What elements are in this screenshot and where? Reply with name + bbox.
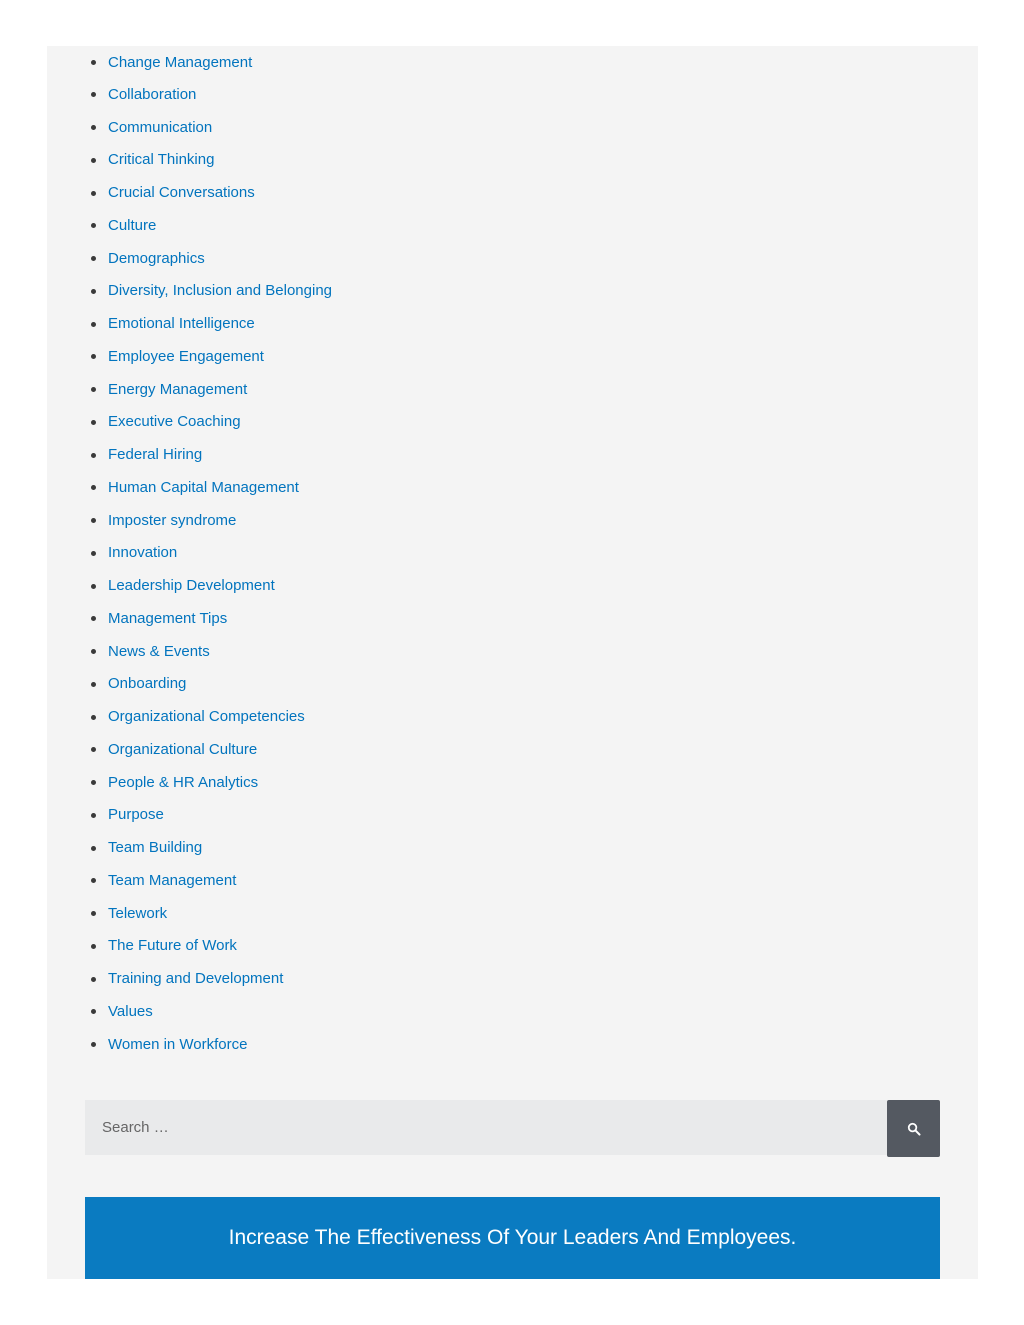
list-item — [89, 406, 332, 439]
list-item — [89, 111, 332, 144]
list-item — [89, 668, 332, 701]
list-item — [89, 635, 332, 668]
category-link[interactable]: Diversity, Inclusion and Belonging — [108, 282, 333, 300]
category-link[interactable]: Communication — [108, 118, 213, 136]
list-item — [89, 930, 332, 963]
bullet-icon — [91, 846, 96, 851]
bullet-icon — [91, 551, 96, 556]
bullet-icon — [91, 354, 96, 359]
category-list — [89, 46, 332, 1061]
bullet-icon — [91, 944, 96, 949]
bullet-icon — [91, 322, 96, 327]
bullet-icon — [91, 60, 96, 65]
category-link[interactable]: Team Management — [108, 871, 237, 889]
category-link[interactable]: Leadership Development — [108, 577, 275, 595]
category-link[interactable]: Human Capital Management — [108, 478, 299, 496]
search-form — [85, 1100, 940, 1157]
search-input[interactable] — [85, 1100, 887, 1155]
list-item — [89, 962, 332, 995]
bullet-icon — [91, 518, 96, 523]
list-item — [89, 831, 332, 864]
sidebar-panel — [47, 46, 978, 1279]
list-item — [89, 307, 332, 340]
list-item — [89, 602, 332, 635]
bullet-icon — [91, 1009, 96, 1014]
list-item — [89, 176, 332, 209]
bullet-icon — [91, 223, 96, 228]
category-link[interactable]: People & HR Analytics — [108, 773, 259, 791]
search-icon — [907, 1122, 921, 1136]
category-link[interactable]: Energy Management — [108, 380, 248, 398]
list-item — [89, 504, 332, 537]
category-link[interactable]: Demographics — [108, 249, 205, 267]
category-link[interactable]: Emotional Intelligence — [108, 315, 255, 333]
bullet-icon — [91, 256, 96, 261]
category-link[interactable]: Change Management — [108, 53, 253, 71]
list-item — [89, 46, 332, 78]
bullet-icon — [91, 158, 96, 163]
category-link[interactable]: Employee Engagement — [108, 347, 264, 365]
category-link[interactable]: Women in Workforce — [108, 1035, 248, 1053]
list-item — [89, 995, 332, 1028]
bullet-icon — [91, 1042, 96, 1047]
list-item — [89, 209, 332, 242]
bullet-icon — [91, 747, 96, 752]
bullet-icon — [91, 977, 96, 982]
category-link[interactable]: News & Events — [108, 642, 210, 660]
list-item — [89, 340, 332, 373]
category-link[interactable]: Organizational Culture — [108, 740, 258, 758]
category-link[interactable]: Team Building — [108, 839, 203, 857]
bullet-icon — [91, 584, 96, 589]
bullet-icon — [91, 911, 96, 916]
bullet-icon — [91, 191, 96, 196]
category-link[interactable]: Telework — [108, 904, 168, 922]
bullet-icon — [91, 420, 96, 425]
bullet-icon — [91, 485, 96, 490]
bullet-icon — [91, 878, 96, 883]
list-item — [89, 275, 332, 308]
bullet-icon — [91, 616, 96, 621]
bullet-icon — [91, 125, 96, 130]
list-item — [89, 373, 332, 406]
bullet-icon — [91, 92, 96, 97]
category-link[interactable]: Values — [108, 1002, 153, 1020]
list-item — [89, 242, 332, 275]
list-item — [89, 438, 332, 471]
category-link[interactable]: Federal Hiring — [108, 446, 203, 464]
bullet-icon — [91, 649, 96, 654]
list-item — [89, 78, 332, 111]
category-link[interactable]: Crucial Conversations — [108, 184, 255, 202]
bullet-icon — [91, 453, 96, 458]
category-link[interactable]: Training and Development — [108, 970, 284, 988]
category-link[interactable]: Culture — [108, 216, 157, 234]
category-link[interactable]: Management Tips — [108, 609, 228, 627]
category-link[interactable]: Executive Coaching — [108, 413, 241, 431]
search-button[interactable] — [887, 1100, 940, 1157]
list-item — [89, 799, 332, 832]
category-link[interactable]: The Future of Work — [108, 937, 237, 955]
category-link[interactable]: Imposter syndrome — [108, 511, 237, 529]
list-item — [89, 1028, 332, 1061]
list-item — [89, 733, 332, 766]
list-item — [89, 144, 332, 177]
list-item — [89, 471, 332, 504]
list-item — [89, 700, 332, 733]
cta-banner — [85, 1197, 940, 1279]
list-item — [89, 569, 332, 602]
category-link[interactable]: Collaboration — [108, 85, 197, 103]
category-link[interactable]: Innovation — [108, 544, 178, 562]
category-link[interactable]: Purpose — [108, 806, 164, 824]
bullet-icon — [91, 813, 96, 818]
bullet-icon — [91, 682, 96, 687]
category-link[interactable]: Onboarding — [108, 675, 187, 693]
category-link[interactable]: Critical Thinking — [108, 151, 215, 169]
list-item — [89, 766, 332, 799]
bullet-icon — [91, 289, 96, 294]
bullet-icon — [91, 715, 96, 720]
category-link[interactable]: Organizational Competencies — [108, 708, 305, 726]
cta-title: Increase The Effectiveness Of Your Leaders And Employees. — [228, 1226, 797, 1249]
list-item — [89, 537, 332, 570]
bullet-icon — [91, 387, 96, 392]
bullet-icon — [91, 780, 96, 785]
list-item — [89, 897, 332, 930]
list-item — [89, 864, 332, 897]
